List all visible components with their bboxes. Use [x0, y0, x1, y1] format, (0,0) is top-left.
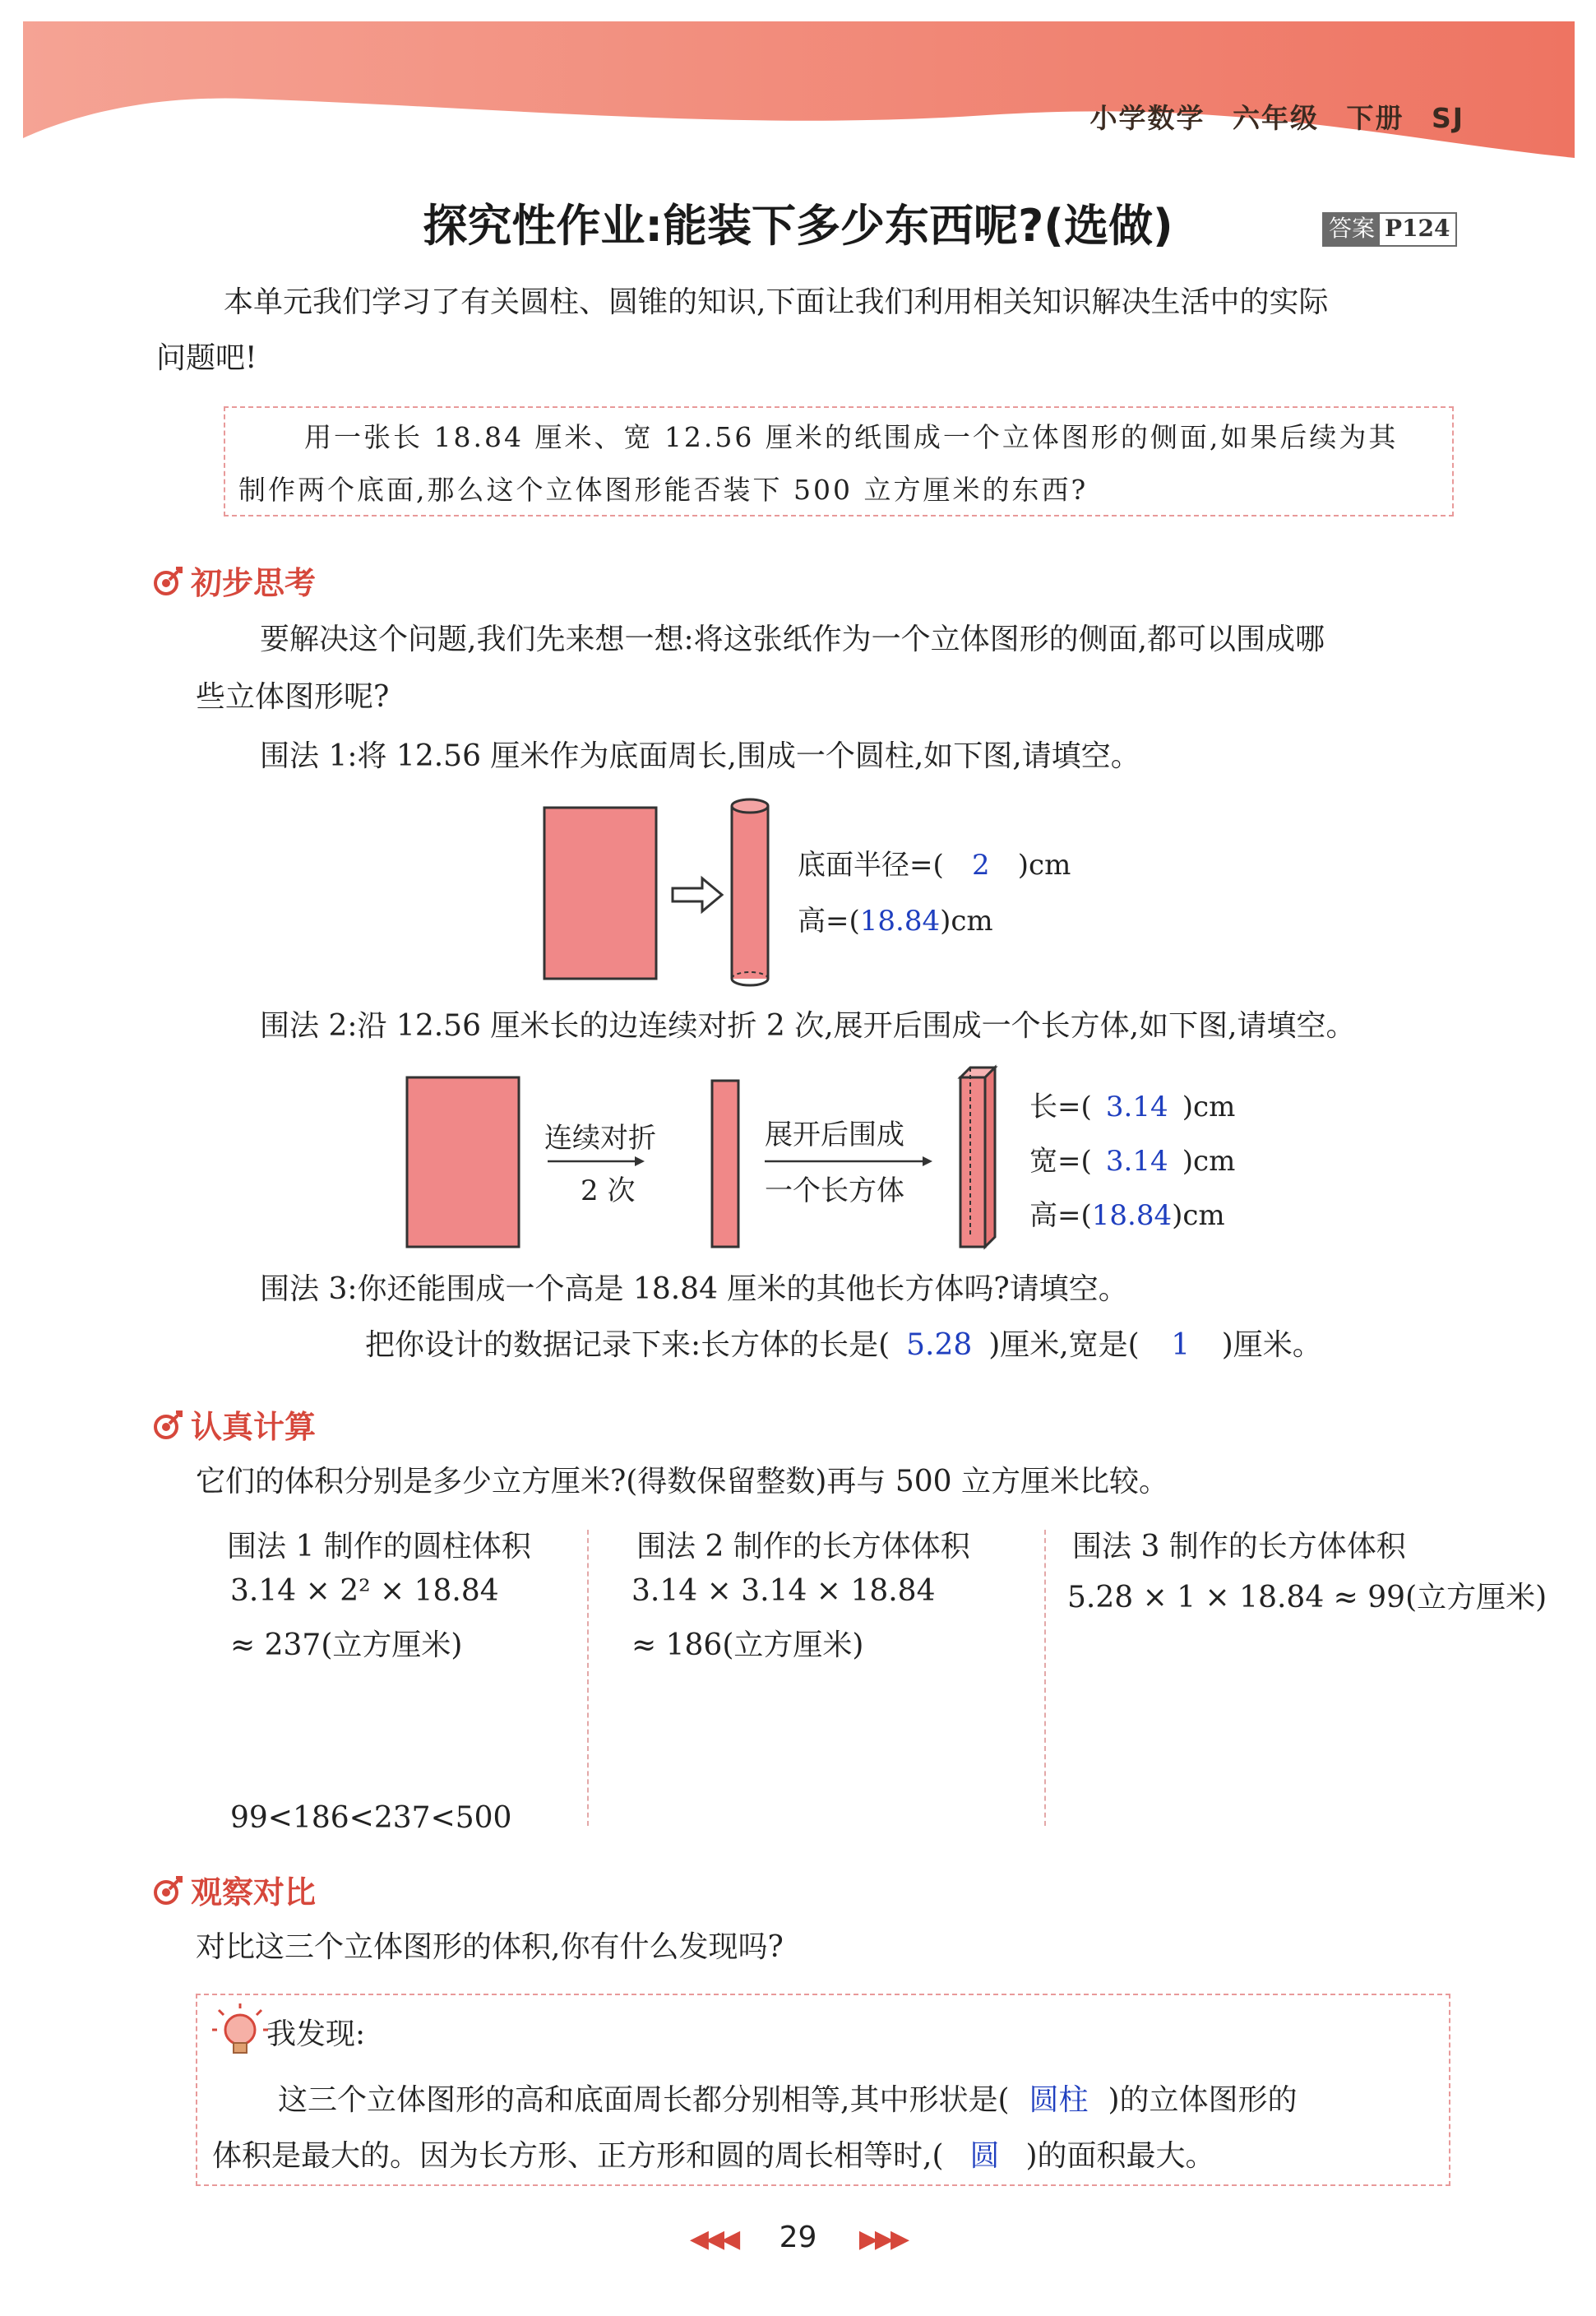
- header-band: [0, 0, 1596, 173]
- header-info: [1089, 97, 1464, 136]
- s1-p1-line2: 些立体图形呢?: [196, 680, 390, 714]
- m2-height-row: 高=(18.84)cm: [1029, 1199, 1225, 1232]
- header-subject: 小学数学: [1089, 102, 1205, 134]
- volume-compare: 99<186<237<500: [230, 1801, 512, 1835]
- s3-prompt: 对比这三个立体图形的体积,你有什么发现吗?: [196, 1930, 784, 1964]
- method-2-text: 围法 2:沿 12.56 厘米长的边连续对折 2 次,展开后围成一个长方体,如下图,请填空。: [260, 1009, 1356, 1043]
- s2-prompt: 它们的体积分别是多少立方厘米?(得数保留整数)再与 500 立方厘米比较。: [196, 1465, 1168, 1498]
- intro-line-1: 本单元我们学习了有关圆柱、圆锥的知识,下面让我们利用相关知识解决生活中的实际: [224, 285, 1329, 319]
- target-icon: [153, 1409, 184, 1440]
- right-arrow-icon: [673, 878, 722, 911]
- cylinder-shape: [732, 799, 768, 985]
- column-divider-1: [587, 1530, 589, 1826]
- paper-rect-1: [544, 808, 656, 979]
- header-edition: SJ: [1431, 102, 1464, 134]
- col1-line2: ≈ 237(立方厘米): [230, 1628, 463, 1662]
- m2-height-answer[interactable]: 18.84: [1091, 1199, 1173, 1232]
- paper-rect-2: [407, 1077, 519, 1247]
- method-2-figure: [395, 1061, 1020, 1258]
- target-icon: [153, 1874, 184, 1906]
- m1-height-answer[interactable]: 18.84: [859, 905, 941, 938]
- d-circle-answer[interactable]: 圆: [969, 2139, 1000, 2173]
- col3-line1: 5.28 × 1 × 18.84 ≈ 99(立方厘米): [1067, 1581, 1547, 1614]
- section-title-3: 观察对比: [153, 1867, 316, 1912]
- header-grade: 六年级: [1232, 102, 1319, 134]
- m2-width-row: 宽=( 3.14 )cm: [1029, 1145, 1236, 1178]
- m2-arrow2-bottom: 一个长方体: [765, 1174, 904, 1207]
- s1-p1-line1: 要解决这个问题,我们先来想一想:将这张纸作为一个立体图形的侧面,都可以围成哪: [260, 623, 1325, 656]
- page-title: 探究性作业:能装下多少东西呢?(选做): [423, 200, 1173, 252]
- folded-strip: [712, 1081, 738, 1247]
- page-number-row: [0, 2221, 1596, 2254]
- next-arrows-icon: ▶▶▶: [858, 2225, 907, 2253]
- m1-radius-answer[interactable]: 2: [971, 849, 990, 882]
- m2-arrow1-top: 连续对折: [544, 1122, 656, 1155]
- method-1-text: 围法 1:将 12.56 厘米作为底面周长,围成一个圆柱,如下图,请填空。: [260, 739, 1140, 773]
- discover-line-2: 体积是最大的。因为长方形、正方形和圆的周长相等时,( 圆 )的面积最大。: [212, 2128, 1215, 2184]
- m2-width-answer[interactable]: 3.14: [1105, 1145, 1168, 1178]
- col1-heading: 围法 1 制作的圆柱体积: [227, 1530, 531, 1563]
- page-number: 29: [779, 2221, 817, 2254]
- m3-record-row: 把你设计的数据记录下来:长方体的长是( 5.28 )厘米,宽是( 1 )厘米。: [365, 1318, 1322, 1373]
- section-title-2: 认真计算: [153, 1401, 316, 1447]
- cuboid-shape: [960, 1068, 995, 1247]
- d-shape-answer[interactable]: 圆柱: [1029, 2083, 1089, 2117]
- target-icon: [153, 565, 184, 596]
- m1-radius-row: 底面半径=( 2 )cm: [798, 849, 1071, 882]
- answer-label: 答案: [1324, 214, 1380, 245]
- discover-label: 我发现:: [266, 2017, 366, 2051]
- discover-line-1: 这三个立体图形的高和底面周长都分别相等,其中形状是( 圆柱 )的立体图形的: [278, 2073, 1298, 2128]
- lightbulb-icon: [210, 2003, 268, 2058]
- col3-heading: 围法 3 制作的长方体体积: [1072, 1530, 1406, 1563]
- task-text: [238, 411, 1439, 516]
- method-1-figure: [534, 790, 781, 995]
- answer-tag[interactable]: [1322, 212, 1457, 247]
- m2-arrow2-top: 展开后围成: [765, 1119, 904, 1151]
- intro-line-2: 问题吧!: [156, 341, 257, 375]
- task-line-1: 用一张长 18.84 厘米、宽 12.56 厘米的纸围成一个立体图形的侧面,如果后续为其: [304, 421, 1399, 453]
- m2-arrow1-bottom: 2 次: [581, 1174, 636, 1207]
- header-term: 下册: [1346, 102, 1404, 134]
- section-title-1: 初步思考: [153, 558, 316, 603]
- col2-line1: 3.14 × 3.14 × 18.84: [631, 1574, 936, 1608]
- method-3-text: 围法 3:你还能围成一个高是 18.84 厘米的其他长方体吗?请填空。: [260, 1272, 1128, 1306]
- prev-arrows-icon: ◀◀◀: [689, 2225, 738, 2253]
- col2-heading: 围法 2 制作的长方体体积: [636, 1530, 970, 1563]
- col1-line1: 3.14 × 2² × 18.84: [230, 1574, 499, 1608]
- m3-length-answer[interactable]: 5.28: [906, 1328, 973, 1362]
- m3-width-answer[interactable]: 1: [1171, 1328, 1191, 1362]
- column-divider-2: [1044, 1530, 1046, 1826]
- col2-line2: ≈ 186(立方厘米): [631, 1628, 864, 1662]
- m2-length-row: 长=( 3.14 )cm: [1029, 1091, 1236, 1123]
- task-line-2: 制作两个底面,那么这个立体图形能否装下 500 立方厘米的东西?: [238, 474, 1089, 506]
- m2-length-answer[interactable]: 3.14: [1105, 1091, 1168, 1123]
- m1-height-row: 高=(18.84)cm: [798, 905, 993, 938]
- answer-page: P124: [1380, 214, 1455, 245]
